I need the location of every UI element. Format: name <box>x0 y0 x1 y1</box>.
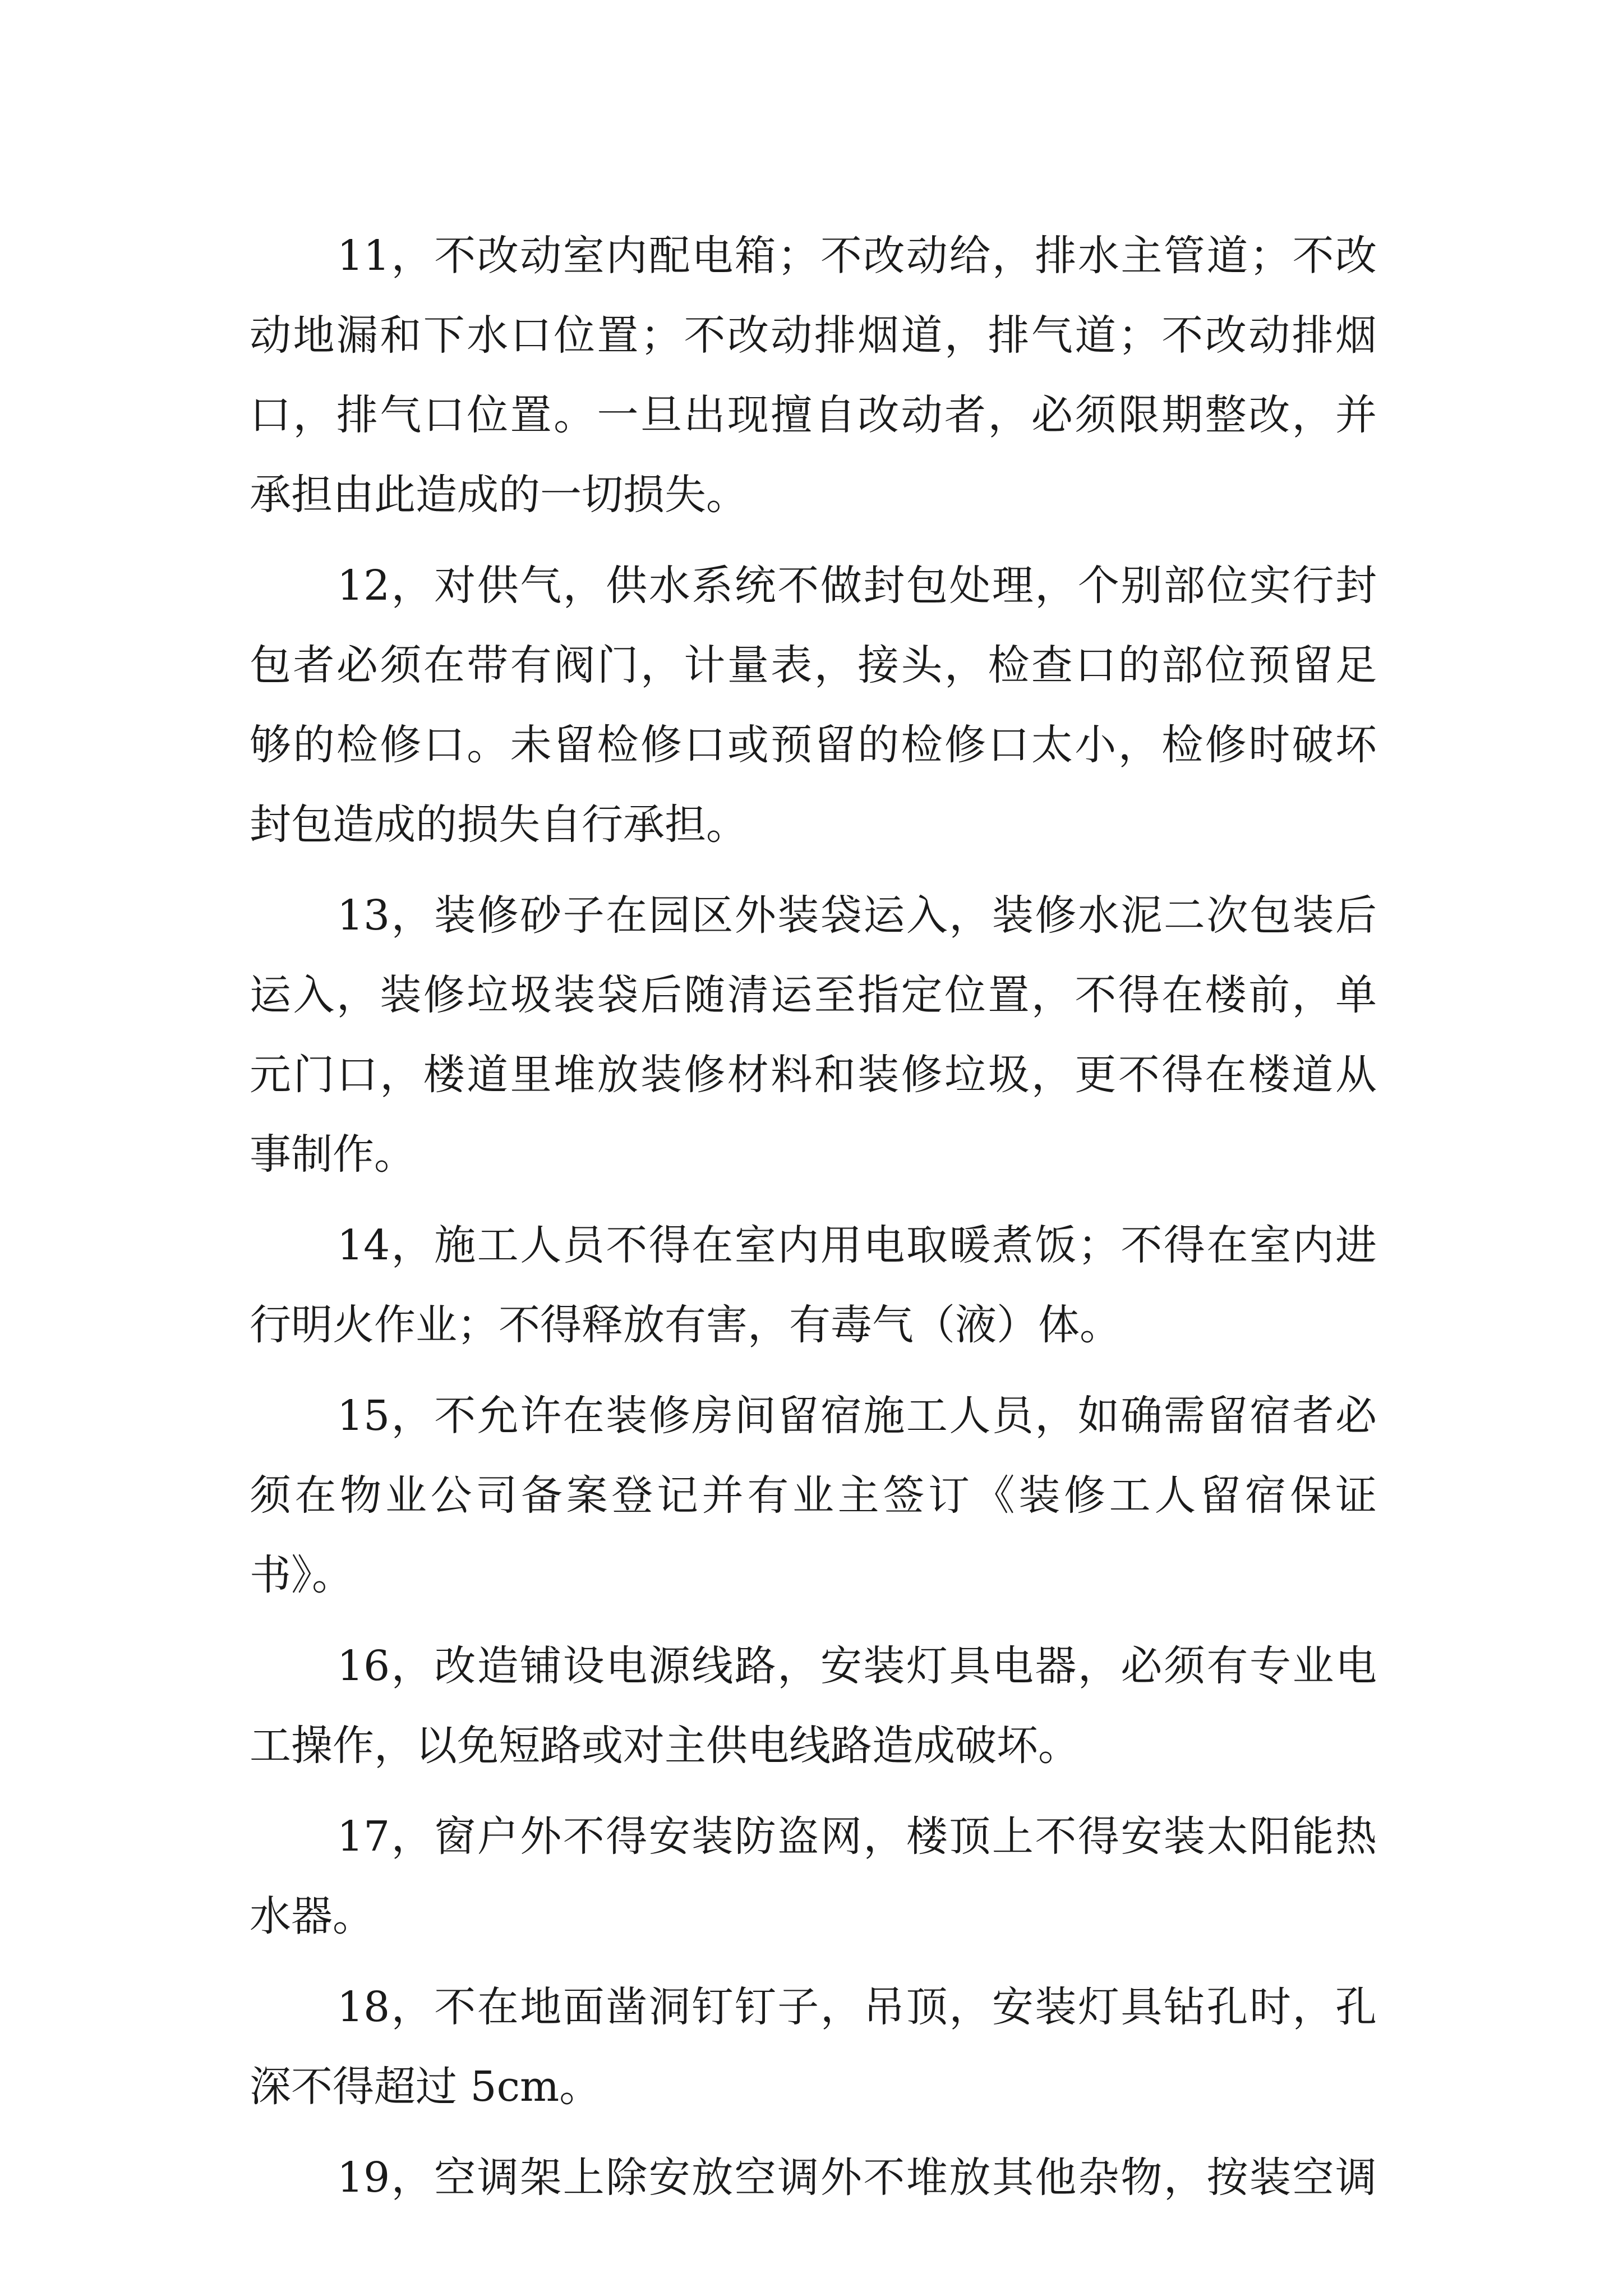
paragraph-line: 13，装修砂子在园区外装袋运入，装修水泥二次包装后 <box>337 891 1377 940</box>
paragraph-line: 19，空调架上除安放空调外不堆放其他杂物，按装空调 <box>337 2154 1377 2202</box>
paragraph-line: 15，不允许在装修房间留宿施工人员，如确需留宿者必 <box>337 1392 1377 1440</box>
paragraph-line: 须在物业公司备案登记并有业主签订《装修工人留宿保证 <box>250 1471 1377 1520</box>
paragraph-17 <box>250 1797 1377 1956</box>
paragraph-line: 动地漏和下水口位置；不改动排烟道，排气道；不改动排烟 <box>250 311 1377 360</box>
paragraph-line: 口，排气口位置。一旦出现擅自改动者，必须限期整改，并 <box>250 391 1377 439</box>
paragraph-13 <box>250 876 1377 1194</box>
paragraph-line: 14，施工人员不得在室内用电取暖煮饭；不得在室内进 <box>337 1221 1377 1269</box>
paragraph-line: 行明火作业；不得释放有害，有毒气（液）体。 <box>250 1301 1121 1349</box>
paragraph-line: 事制作。 <box>250 1130 416 1179</box>
paragraph-19 <box>250 2138 1377 2217</box>
paragraph-line: 运入，装修垃圾装袋后随清运至指定位置，不得在楼前，单 <box>250 971 1377 1019</box>
paragraph-line: 包者必须在带有阀门，计量表，接头，检查口的部位预留足 <box>250 641 1377 689</box>
paragraph-line: 16，改造铺设电源线路，安装灯具电器，必须有专业电 <box>337 1642 1377 1690</box>
paragraph-18 <box>250 1967 1377 2127</box>
document-body <box>250 216 1377 2229</box>
paragraph-line: 水器。 <box>250 1892 374 1940</box>
paragraph-16 <box>250 1626 1377 1786</box>
paragraph-line: 工操作，以免短路或对主供电线路造成破坏。 <box>250 1722 1080 1770</box>
paragraph-line: 够的检修口。未留检修口或预留的检修口太小，检修时破坏 <box>250 721 1377 769</box>
paragraph-line: 书》。 <box>250 1551 353 1599</box>
paragraph-line: 11，不改动室内配电箱；不改动给，排水主管道；不改 <box>337 232 1377 280</box>
paragraph-line: 封包造成的损失自行承担。 <box>250 800 748 849</box>
paragraph-line: 17，窗户外不得安装防盗网，楼顶上不得安装太阳能热 <box>337 1812 1377 1861</box>
paragraph-line: 18，不在地面凿洞钉钉子，吊顶，安装灯具钻孔时，孔 <box>337 1983 1377 2031</box>
paragraph-line: 承担由此造成的一切损失。 <box>250 471 748 519</box>
paragraph-14 <box>250 1205 1377 1365</box>
paragraph-12 <box>250 546 1377 864</box>
paragraph-11 <box>250 216 1377 535</box>
paragraph-line: 深不得超过 5cm。 <box>250 2063 601 2111</box>
paragraph-line: 12，对供气，供水系统不做封包处理，个别部位实行封 <box>337 562 1377 610</box>
paragraph-line: 元门口，楼道里堆放装修材料和装修垃圾，更不得在楼道从 <box>250 1051 1377 1099</box>
paragraph-15 <box>250 1376 1377 1615</box>
